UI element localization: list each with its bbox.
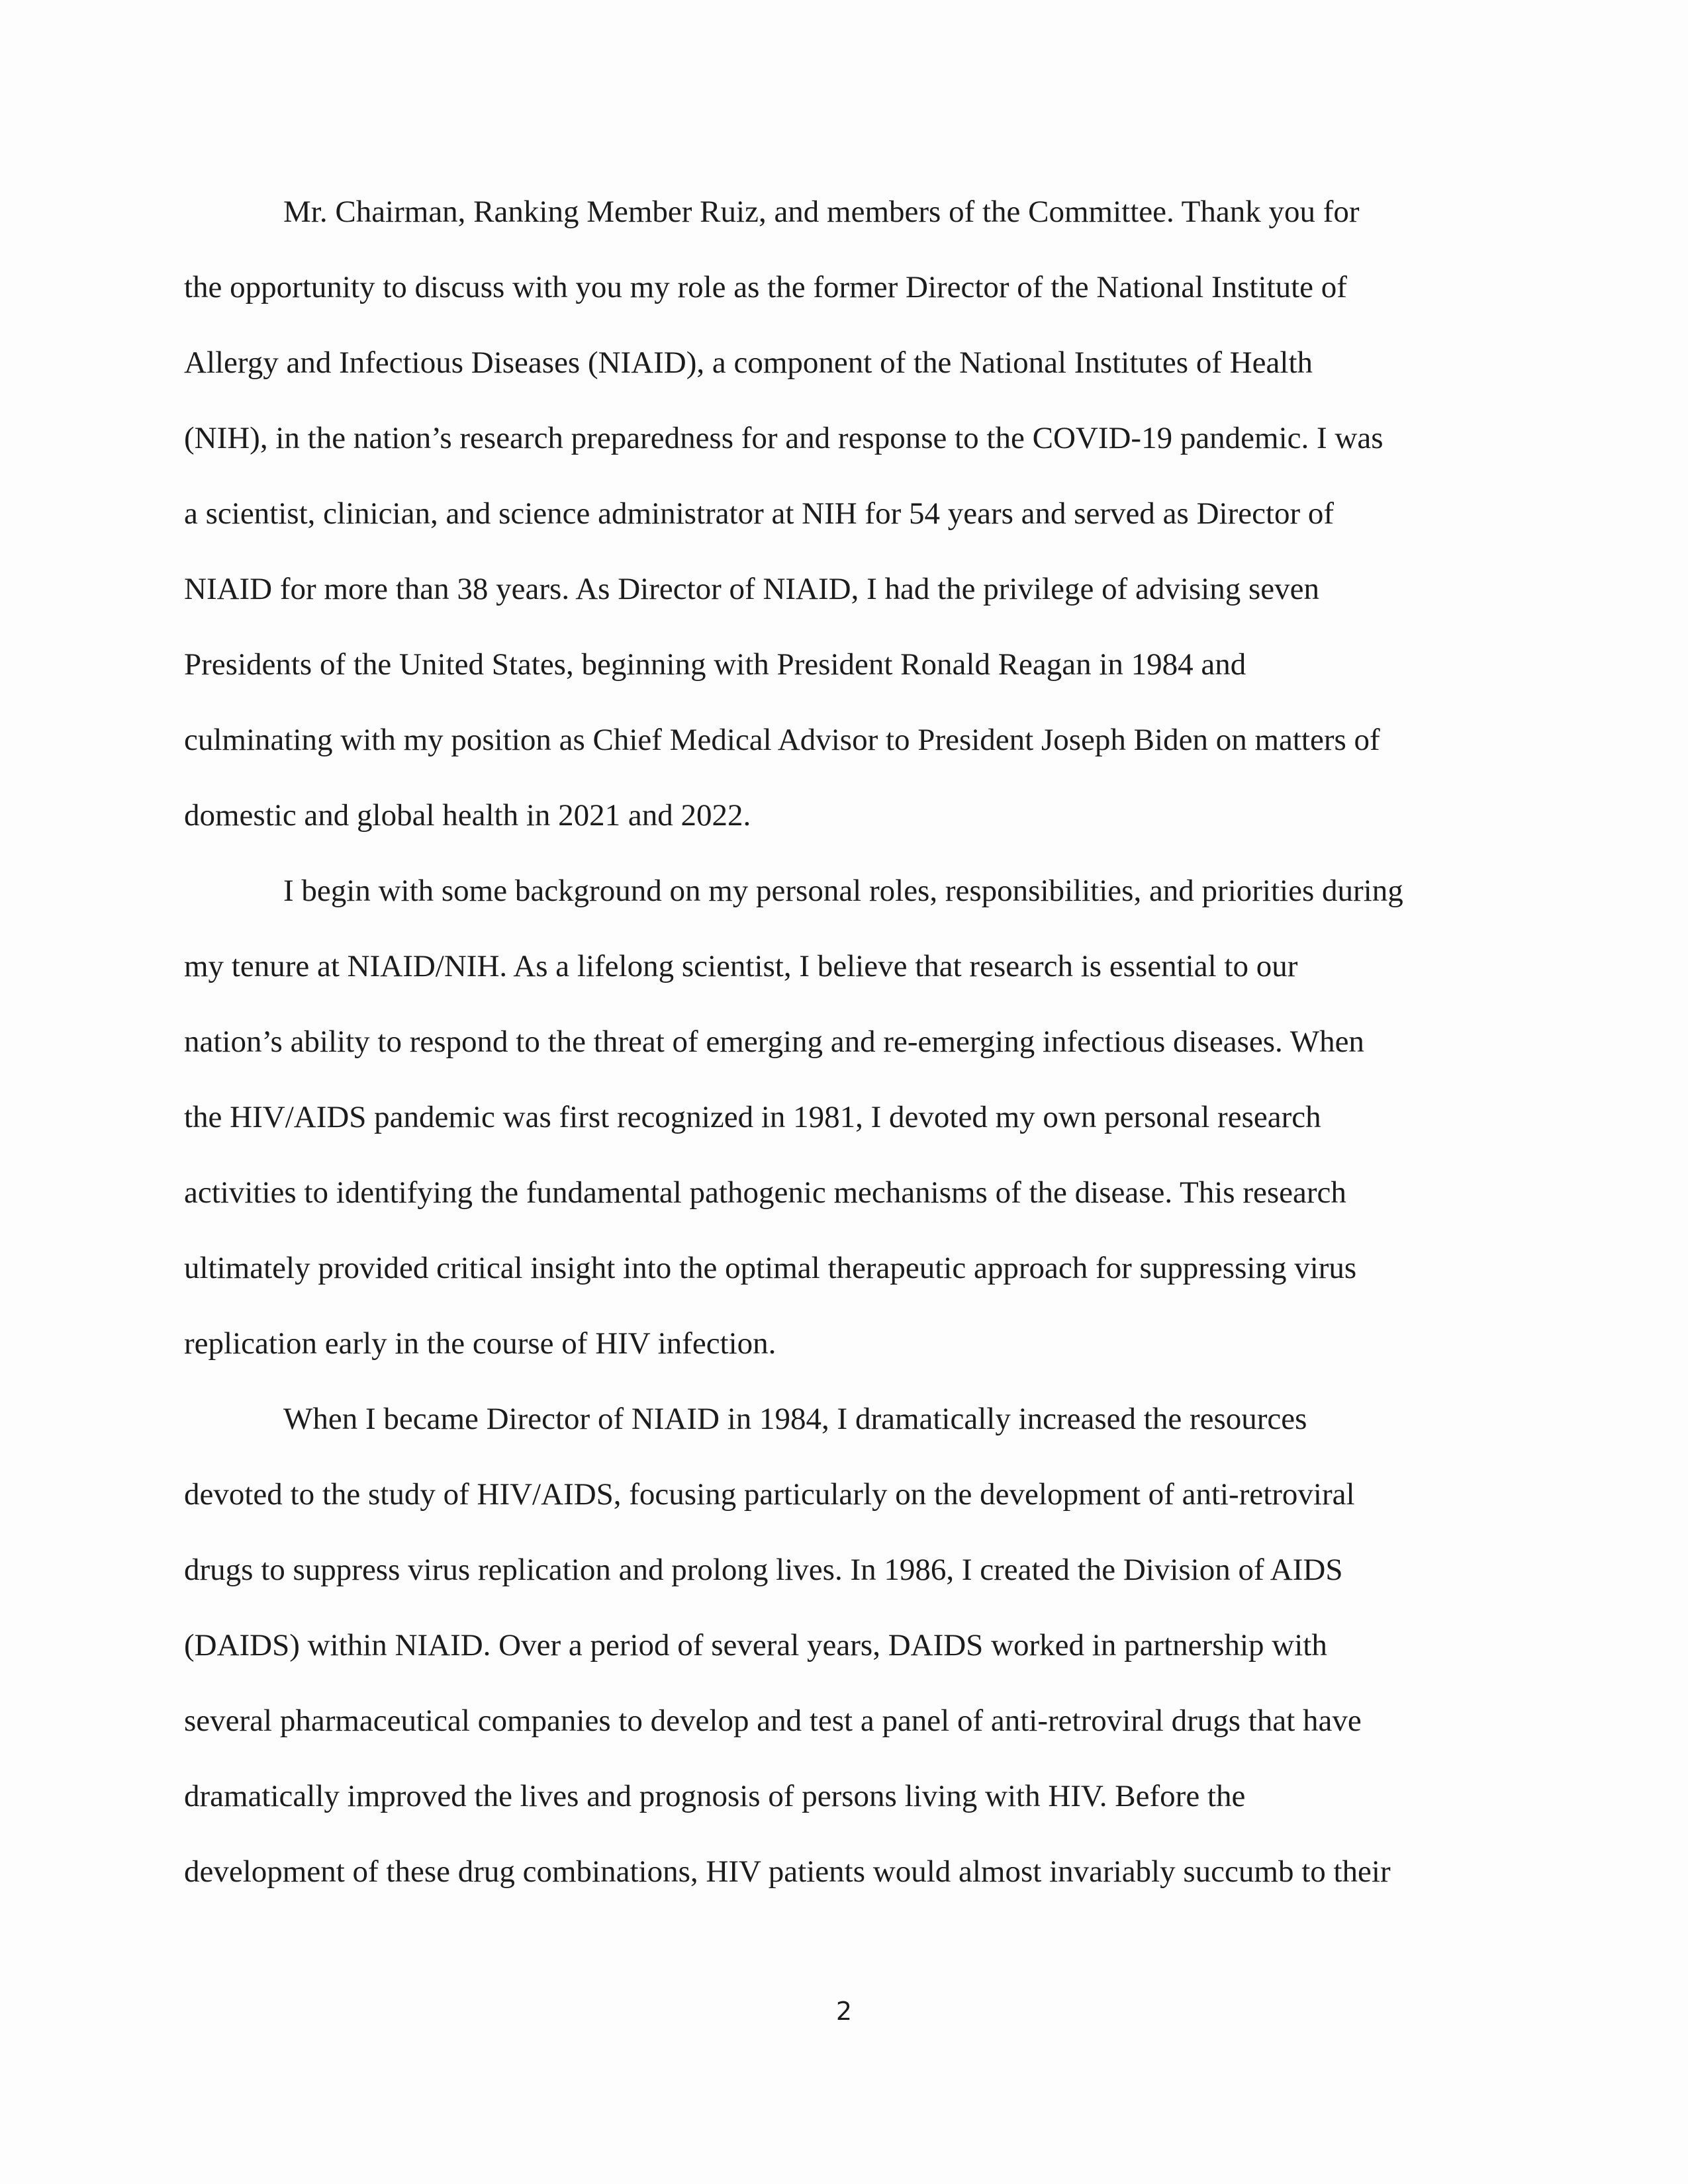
text-line: (DAIDS) within NIAID. Over a period of several years, DAIDS worked in partnership with [184, 1628, 1327, 1662]
text-line: I begin with some background on my personal roles, responsibilities, and priorities during [283, 874, 1403, 908]
text-line: a scientist, clinician, and science administrator at NIH for 54 years and served as Director of [184, 496, 1335, 531]
text-line: NIAID for more than 38 years. As Director of NIAID, I had the privilege of advising seven [184, 572, 1319, 606]
text-line: Allergy and Infectious Diseases (NIAID), a component of the National Institutes of Health [184, 345, 1313, 380]
text-line: drugs to suppress virus replication and prolong lives. In 1986, I created the Division of AIDS [184, 1553, 1343, 1587]
text-line: culminating with my position as Chief Medical Advisor to President Joseph Biden on matters of [184, 723, 1380, 757]
text-line: several pharmaceutical companies to develop and test a panel of anti-retroviral drugs that have [184, 1704, 1362, 1738]
text-line: devoted to the study of HIV/AIDS, focusing particularly on the development of anti-retroviral [184, 1477, 1355, 1512]
text-line: dramatically improved the lives and prognosis of persons living with HIV. Before the [184, 1779, 1246, 1813]
text-line: (NIH), in the nation’s research preparedness for and response to the COVID-19 pandemic. I was [184, 421, 1383, 455]
text-line: Mr. Chairman, Ranking Member Ruiz, and members of the Committee. Thank you for [283, 195, 1360, 229]
text-line: replication early in the course of HIV infection. [184, 1326, 776, 1361]
text-line: activities to identifying the fundamental pathogenic mechanisms of the disease. This research [184, 1175, 1346, 1210]
text-line: the HIV/AIDS pandemic was first recognized in 1981, I devoted my own personal research [184, 1100, 1321, 1134]
text-line: Presidents of the United States, beginning with President Ronald Reagan in 1984 and [184, 647, 1246, 682]
text-line: development of these drug combinations, HIV patients would almost invariably succumb to their [184, 1854, 1391, 1889]
text-line: nation’s ability to respond to the threat of emerging and re-emerging infectious diseases. When [184, 1024, 1364, 1059]
text-line: my tenure at NIAID/NIH. As a lifelong scientist, I believe that research is essential to our [184, 949, 1298, 983]
text-line: the opportunity to discuss with you my role as the former Director of the National Institute of [184, 270, 1347, 304]
text-line: domestic and global health in 2021 and 2022. [184, 798, 751, 833]
page-number: 2 [835, 1997, 853, 2026]
text-line: When I became Director of NIAID in 1984, I dramatically increased the resources [283, 1402, 1307, 1436]
text-line: ultimately provided critical insight into the optimal therapeutic approach for suppressing virus [184, 1251, 1357, 1285]
